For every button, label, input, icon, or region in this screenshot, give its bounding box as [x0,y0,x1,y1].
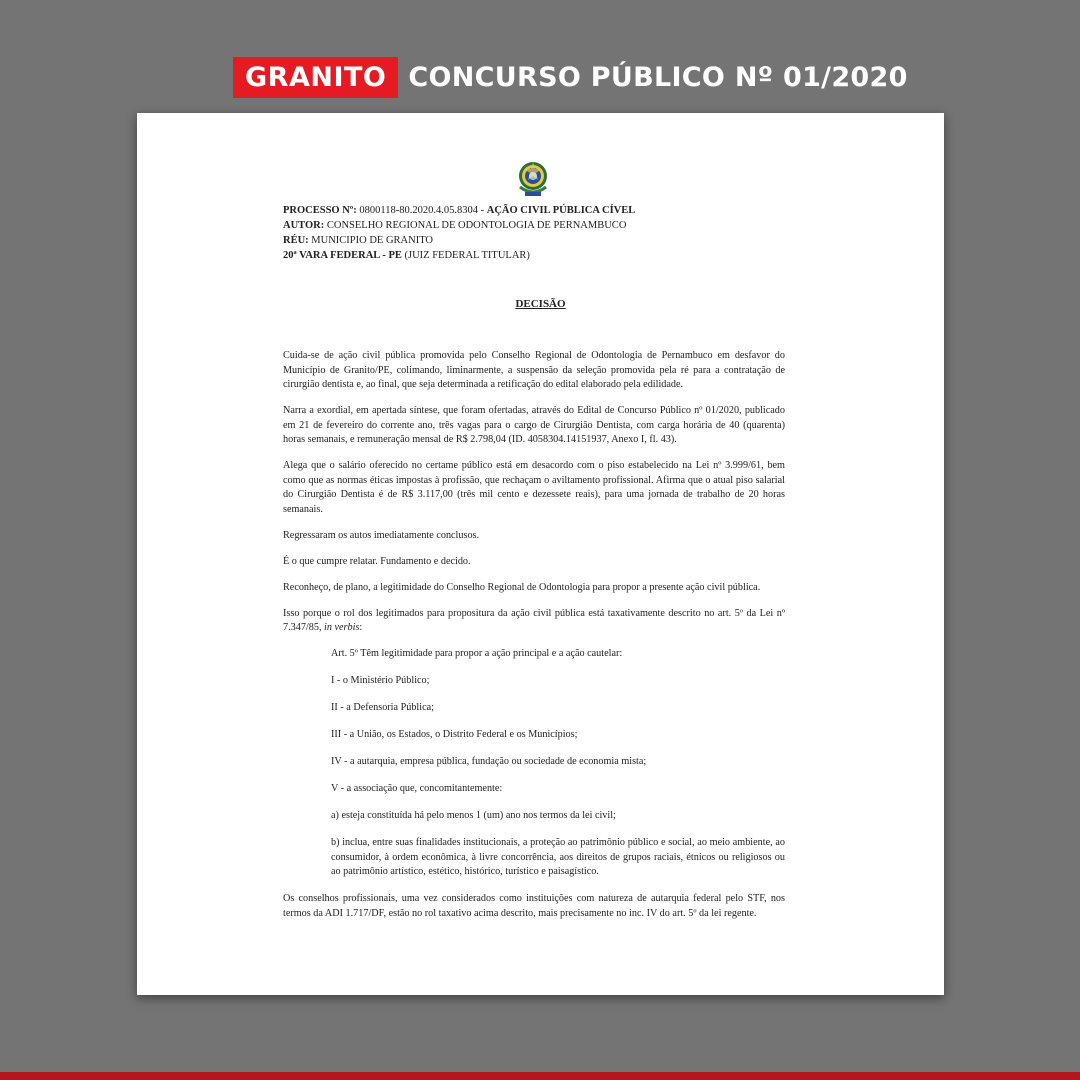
reu-value: MUNICIPIO DE GRANITO [311,235,434,246]
processo-tipo: AÇÃO CIVIL PÚBLICA CÍVEL [486,205,636,216]
quote-line: II - a Defensoria Pública; [331,702,434,713]
reu-label: RÉU: [283,235,309,246]
quote-line: a) esteja constituída há pelo menos 1 (um) ano nos termos da lei civil; [331,810,616,821]
paragraph: Narra a exordial, em apertada síntese, que foram ofertadas, através do Edital de Concurso Público nº 01/2020, publicado em 21 de fevereiro do corrente ano, três vagas para o cargo de Cirurgião Dentista, com carga horária de 40 (quarenta) horas semanais, e remuneração mensal de R$ 2.798,04 (ID. 4058304.14151937, Anexo I, fl. 43). [283,405,785,445]
vara-label: 20ª VARA FEDERAL - PE [283,250,402,261]
processo-value: 0800118-80.2020.4.05.8304 - [359,205,485,216]
document-page [137,113,944,995]
document-body [283,349,785,933]
rol-text: Isso porque o rol dos legitimados para propositura da ação civil pública está taxativamente descrito no art. 5º da Lei nº 7.347/85, [283,607,785,633]
brazil-coat-of-arms-icon [514,157,552,199]
reu-line [283,233,803,248]
rol-end: : [359,622,363,633]
paragraph: Alega que o salário oferecido no certame público está em desacordo com o piso estabelecido na Lei nº 3.999/61, bem como que as normas éticas impostas à profissão, que rechaçam o aviltamento profissional. Afirma que o atual piso salarial do Cirurgião Dentista é de R$ 3.117,00 (três mil cento e dezessete reais), para uma jornada de trabalho de 20 horas semanais. [283,460,785,515]
brand-badge: GRANITO [233,57,398,98]
autor-line [283,218,803,233]
autor-label: AUTOR: [283,220,325,231]
paragraph: Cuida-se de ação civil pública promovida pelo Conselho Regional de Odontologia de Pernambuco em desfavor do Município de Granito/PE, colimando, liminarmente, a suspensão da seleção promovida pela ré para a contratação de cirurgião dentista e, ao final, que seja determinada a retificação do edital elaborado pela edilidade. [283,350,785,390]
quote-line: V - a associação que, concomitantemente: [331,783,503,794]
processo-label: PROCESSO Nº: [283,205,357,216]
paragraph: É o que cumpre relatar. Fundamento e decido. [283,555,471,567]
quote-line: Art. 5º Têm legitimidade para propor a ação principal e a ação cautelar: [331,648,623,659]
quote-line: IV - a autarquia, empresa pública, fundação ou sociedade de economia mista; [331,756,647,767]
processo-line [283,203,803,218]
paragraph-rol [283,607,785,636]
document-title: DECISÃO [515,298,566,310]
vara-value: (JUIZ FEDERAL TITULAR) [404,250,530,261]
rol-italic: in verbis [324,622,360,633]
paragraph: Regressaram os autos imediatamente conclusos. [283,529,480,541]
quote-line: III - a União, os Estados, o Distrito Federal e os Municípios; [331,729,578,740]
paragraph: Reconheço, de plano, a legitimidade do Conselho Regional de Odontologia para propor a presente ação civil pública. [283,581,761,593]
bottom-bar [0,1072,1080,1080]
closing-paragraph: Os conselhos profissionais, uma vez considerados como instituições com natureza de autarquia federal pelo STF, nos termos da ADI 1.717/DF, estão no rol taxativo acima descrito, mais precisamente no inc. IV do art. 5º da lei regente. [283,893,785,919]
quote-line: b) inclua, entre suas finalidades institucionais, a proteção ao patrimônio público e social, ao meio ambiente, ao consumidor, à ordem econômica, à livre concorrência, aos direitos de grupos raciais, étnicos ou religiosos ou ao patrimônio artístico, estético, histórico, turístico e paisagístico. [331,837,785,877]
quote-line: I - o Ministério Público; [331,675,430,686]
autor-value: CONSELHO REGIONAL DE ODONTOLOGIA DE PERNAMBUCO [326,220,627,231]
case-metadata [283,203,803,263]
vara-line [283,248,803,263]
header [233,57,908,98]
header-title: CONCURSO PÚBLICO Nº 01/2020 [408,62,908,93]
